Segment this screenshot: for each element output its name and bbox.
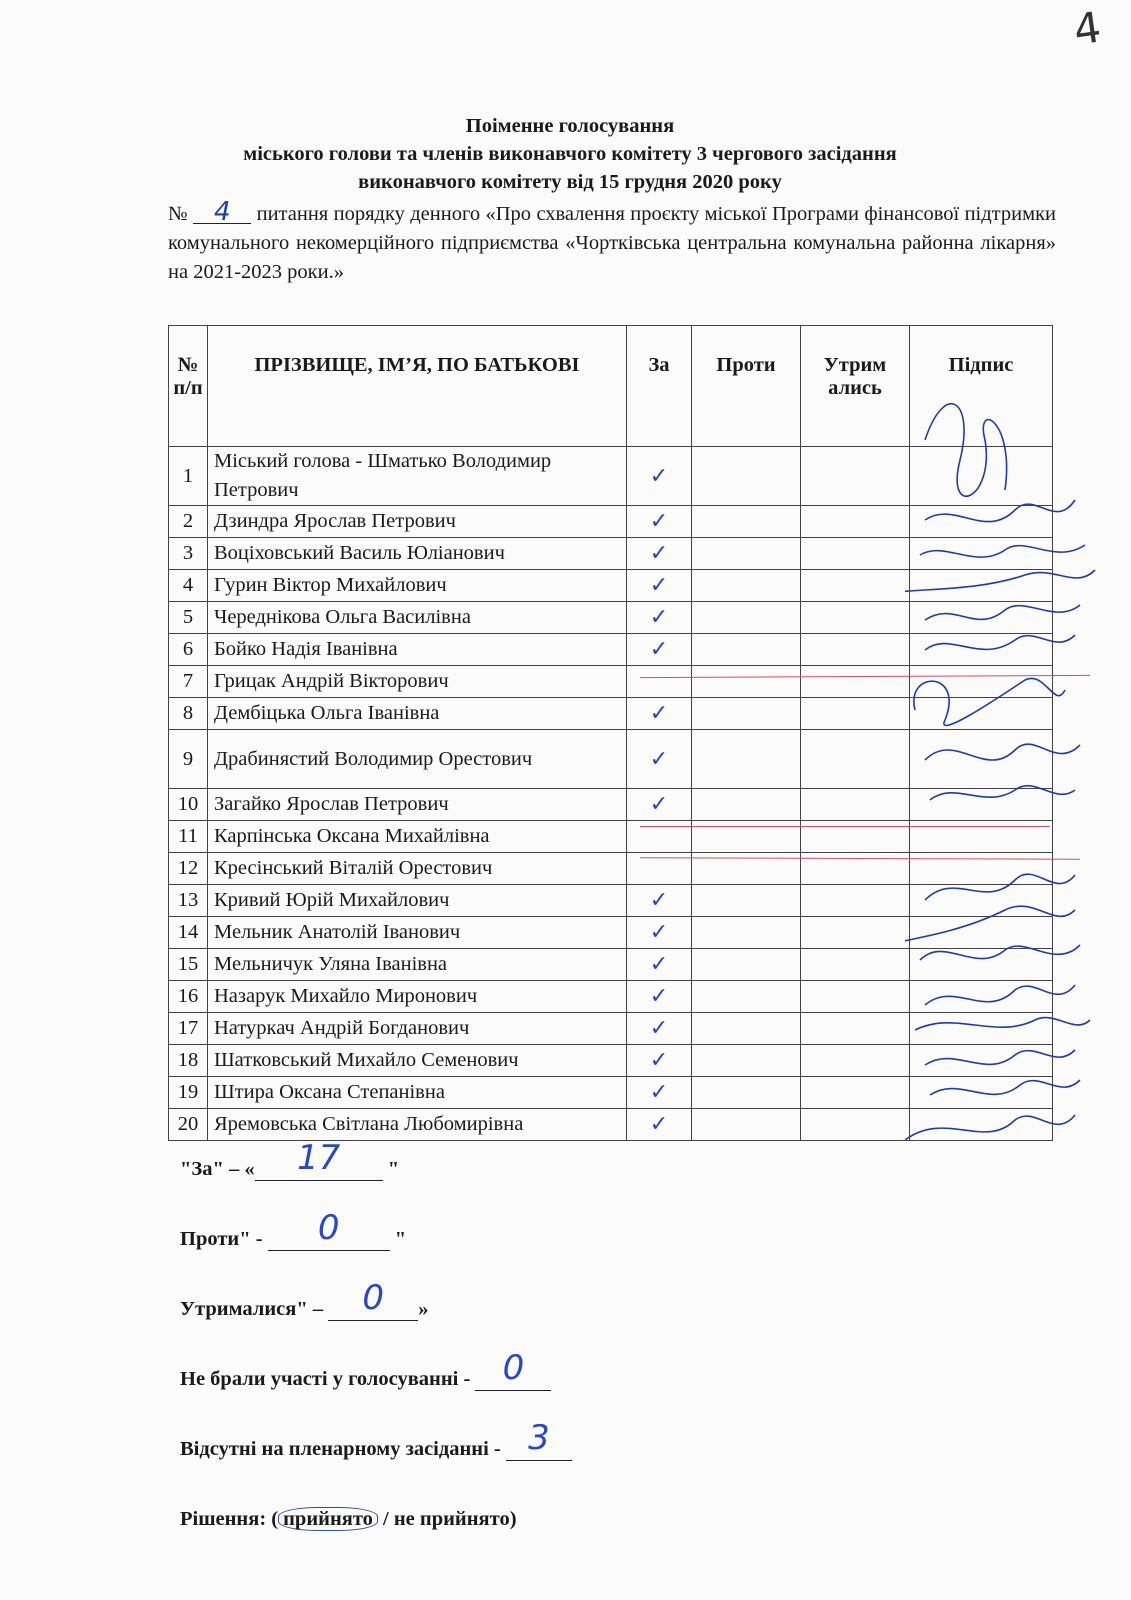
vote-abstained bbox=[801, 666, 910, 698]
member-name: Кривий Юрій Михайлович bbox=[208, 885, 627, 917]
member-name: Штира Оксана Степанівна bbox=[208, 1077, 627, 1109]
signature-cell bbox=[910, 885, 1053, 917]
vote-abstained bbox=[801, 698, 910, 730]
heading-line-1: Поіменне голосування bbox=[465, 115, 675, 137]
vote-against bbox=[692, 538, 801, 570]
vote-for-mark: ✓ bbox=[627, 789, 692, 821]
row-number: 14 bbox=[169, 917, 208, 949]
vote-for-mark: ✓ bbox=[627, 1013, 692, 1045]
agenda-item-number: 4 bbox=[193, 201, 251, 224]
table-row bbox=[169, 730, 1053, 789]
vote-abstained bbox=[801, 917, 910, 949]
row-number: 18 bbox=[169, 1045, 208, 1077]
table-row bbox=[169, 666, 1053, 698]
signature-cell bbox=[910, 1045, 1053, 1077]
voting-table bbox=[168, 325, 1053, 1141]
header-for: За bbox=[627, 326, 692, 447]
signature-cell bbox=[910, 602, 1053, 634]
vote-for-mark: ✓ bbox=[627, 917, 692, 949]
vote-against bbox=[692, 1077, 801, 1109]
heading-line-2: міського голови та членів виконавчого комітету 3 чергового засідання bbox=[243, 143, 897, 165]
member-name: Мельник Анатолій Іванович bbox=[208, 917, 627, 949]
table-row bbox=[169, 506, 1053, 538]
vote-against bbox=[692, 570, 801, 602]
result-decision: Рішення: ( прийнято / не прийнято) bbox=[180, 1508, 517, 1530]
table-header-row bbox=[169, 326, 1053, 447]
vote-for-mark: ✓ bbox=[627, 506, 692, 538]
document-heading bbox=[140, 112, 1000, 196]
row-number: 10 bbox=[169, 789, 208, 821]
result-against-value: 0 bbox=[317, 1208, 340, 1248]
member-name: Бойко Надія Іванівна bbox=[208, 634, 627, 666]
member-name: Грицак Андрій Вікторович bbox=[208, 666, 627, 698]
header-abstained: Утрим ались bbox=[801, 326, 910, 447]
row-number: 1 bbox=[169, 447, 208, 506]
table-row bbox=[169, 1109, 1053, 1141]
member-name: Мельничук Уляна Іванівна bbox=[208, 949, 627, 981]
vote-abstained bbox=[801, 981, 910, 1013]
vote-for-mark bbox=[627, 666, 692, 698]
vote-for-mark: ✓ bbox=[627, 949, 692, 981]
result-not-voted-value: 0 bbox=[502, 1348, 525, 1388]
row-number: 19 bbox=[169, 1077, 208, 1109]
row-number: 7 bbox=[169, 666, 208, 698]
voting-results bbox=[180, 1138, 572, 1578]
vote-against bbox=[692, 506, 801, 538]
row-number: 15 bbox=[169, 949, 208, 981]
table-row bbox=[169, 634, 1053, 666]
row-number: 4 bbox=[169, 570, 208, 602]
signature-cell bbox=[910, 981, 1053, 1013]
table-row bbox=[169, 1045, 1053, 1077]
table-row bbox=[169, 698, 1053, 730]
signature-cell bbox=[910, 730, 1053, 789]
row-number: 13 bbox=[169, 885, 208, 917]
result-abstained-value: 0 bbox=[362, 1278, 385, 1318]
vote-abstained bbox=[801, 1109, 910, 1141]
row-number: 20 bbox=[169, 1109, 208, 1141]
table-row bbox=[169, 1077, 1053, 1109]
agenda-item bbox=[168, 197, 1057, 287]
member-name: Воціховський Василь Юліанович bbox=[208, 538, 627, 570]
vote-abstained bbox=[801, 1077, 910, 1109]
signature-cell bbox=[910, 1077, 1053, 1109]
vote-for-mark: ✓ bbox=[627, 885, 692, 917]
member-name: Кресінський Віталій Орестович bbox=[208, 853, 627, 885]
vote-against bbox=[692, 730, 801, 789]
signature-cell bbox=[910, 917, 1053, 949]
vote-abstained bbox=[801, 602, 910, 634]
header-name: ПРІЗВИЩЕ, ІМ’Я, ПО БАТЬКОВІ bbox=[208, 326, 627, 447]
signature-cell bbox=[910, 538, 1053, 570]
vote-for-mark: ✓ bbox=[627, 1109, 692, 1141]
vote-against bbox=[692, 1013, 801, 1045]
table-row bbox=[169, 538, 1053, 570]
signature-cell bbox=[910, 447, 1053, 506]
agenda-item-text: питання порядку денного «Про схвалення проєкту міської Програми фінансової підтримки комунального некомерційного підприємства «Чортківська центральна комунальна районна лікарня» на 2021-2023 роки.» bbox=[168, 203, 1057, 283]
row-number: 6 bbox=[169, 634, 208, 666]
member-name: Дзиндра Ярослав Петрович bbox=[208, 506, 627, 538]
member-name: Загайко Ярослав Петрович bbox=[208, 789, 627, 821]
table-row bbox=[169, 885, 1053, 917]
vote-for-mark: ✓ bbox=[627, 634, 692, 666]
table-row bbox=[169, 949, 1053, 981]
vote-against bbox=[692, 981, 801, 1013]
result-for: "За" – « 17 " bbox=[180, 1138, 400, 1180]
vote-for-mark: ✓ bbox=[627, 981, 692, 1013]
signature-cell bbox=[910, 1109, 1053, 1141]
signature-cell bbox=[910, 1013, 1053, 1045]
result-absent: Відсутні на пленарному засіданні - 3 bbox=[180, 1438, 572, 1508]
vote-abstained bbox=[801, 885, 910, 917]
table-row bbox=[169, 1013, 1053, 1045]
signature-cell bbox=[910, 506, 1053, 538]
vote-abstained bbox=[801, 634, 910, 666]
vote-against bbox=[692, 917, 801, 949]
strike-line-row-11 bbox=[640, 826, 1050, 827]
member-name: Натуркач Андрій Богданович bbox=[208, 1013, 627, 1045]
table-row bbox=[169, 917, 1053, 949]
result-abstained: Утрималися" – 0 » bbox=[180, 1278, 429, 1320]
vote-against bbox=[692, 949, 801, 981]
vote-abstained bbox=[801, 1013, 910, 1045]
signature-cell bbox=[910, 949, 1053, 981]
page-number: 4 bbox=[1070, 2, 1105, 55]
member-name: Гурин Віктор Михайлович bbox=[208, 570, 627, 602]
result-not-voted: Не брали участі у голосуванні - 0 bbox=[180, 1368, 572, 1438]
vote-for-mark: ✓ bbox=[627, 1077, 692, 1109]
vote-against bbox=[692, 602, 801, 634]
vote-against bbox=[692, 666, 801, 698]
vote-abstained bbox=[801, 730, 910, 789]
row-number: 3 bbox=[169, 538, 208, 570]
vote-abstained bbox=[801, 789, 910, 821]
number-sign: № bbox=[168, 203, 188, 225]
vote-abstained bbox=[801, 949, 910, 981]
vote-for-mark: ✓ bbox=[627, 730, 692, 789]
member-name: Череднікова Ольга Василівна bbox=[208, 602, 627, 634]
result-absent-value: 3 bbox=[528, 1418, 550, 1458]
table-row bbox=[169, 981, 1053, 1013]
member-name: Міський голова - Шматько Володимир Петрович bbox=[208, 447, 627, 506]
member-name: Карпінська Оксана Михайлівна bbox=[208, 821, 627, 853]
row-number: 2 bbox=[169, 506, 208, 538]
member-name: Яремовська Світлана Любомирівна bbox=[208, 1109, 627, 1141]
vote-abstained bbox=[801, 538, 910, 570]
row-number: 9 bbox=[169, 730, 208, 789]
vote-abstained bbox=[801, 447, 910, 506]
signature-cell bbox=[910, 698, 1053, 730]
header-against: Проти bbox=[692, 326, 801, 447]
row-number: 8 bbox=[169, 698, 208, 730]
header-num: № п/п bbox=[169, 326, 208, 447]
vote-abstained bbox=[801, 1045, 910, 1077]
decision-adopted: прийнято bbox=[278, 1507, 378, 1531]
member-name: Дембіцька Ольга Іванівна bbox=[208, 698, 627, 730]
vote-for-mark: ✓ bbox=[627, 570, 692, 602]
vote-against bbox=[692, 1109, 801, 1141]
vote-for-mark: ✓ bbox=[627, 602, 692, 634]
vote-abstained bbox=[801, 506, 910, 538]
heading-line-3: виконавчого комітету від 15 грудня 2020 року bbox=[358, 171, 782, 193]
table-row bbox=[169, 602, 1053, 634]
table-row bbox=[169, 570, 1053, 602]
row-number: 12 bbox=[169, 853, 208, 885]
row-number: 11 bbox=[169, 821, 208, 853]
vote-against bbox=[692, 1045, 801, 1077]
signature-cell bbox=[910, 570, 1053, 602]
table-row bbox=[169, 789, 1053, 821]
vote-for-mark: ✓ bbox=[627, 698, 692, 730]
member-name: Драбинястий Володимир Орестович bbox=[208, 730, 627, 789]
vote-for-mark: ✓ bbox=[627, 1045, 692, 1077]
result-for-value: 17 bbox=[296, 1138, 341, 1178]
vote-against bbox=[692, 447, 801, 506]
header-signature: Підпис bbox=[910, 326, 1053, 447]
row-number: 17 bbox=[169, 1013, 208, 1045]
vote-against bbox=[692, 885, 801, 917]
signature-cell bbox=[910, 634, 1053, 666]
member-name: Шатковський Михайло Семенович bbox=[208, 1045, 627, 1077]
vote-against bbox=[692, 789, 801, 821]
signature-cell bbox=[910, 789, 1053, 821]
row-number: 5 bbox=[169, 602, 208, 634]
vote-against bbox=[692, 634, 801, 666]
result-against: Проти" - 0 " bbox=[180, 1208, 407, 1250]
table-row bbox=[169, 447, 1053, 506]
signature-cell bbox=[910, 666, 1053, 698]
member-name: Назарук Михайло Миронович bbox=[208, 981, 627, 1013]
vote-abstained bbox=[801, 570, 910, 602]
vote-against bbox=[692, 698, 801, 730]
vote-for-mark: ✓ bbox=[627, 538, 692, 570]
row-number: 16 bbox=[169, 981, 208, 1013]
vote-for-mark: ✓ bbox=[627, 447, 692, 506]
